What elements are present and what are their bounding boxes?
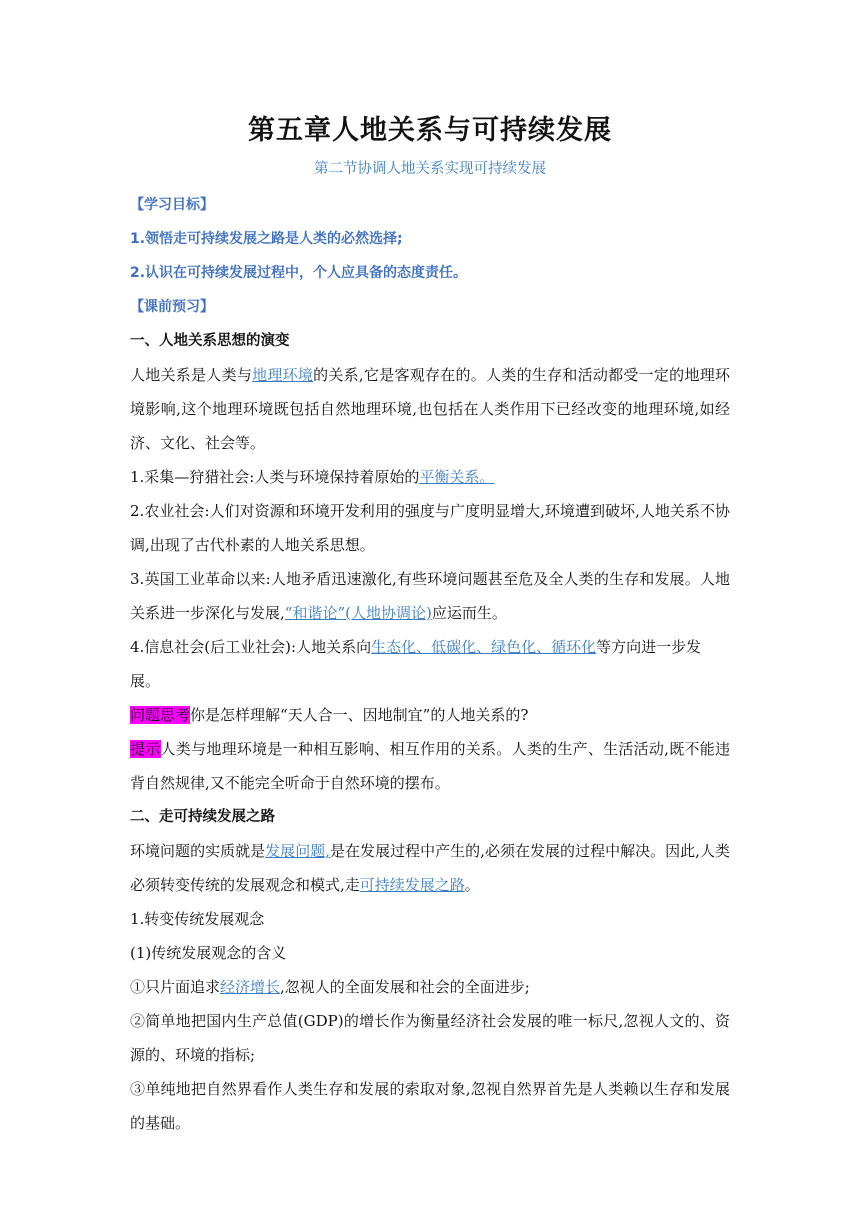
point-3 bbox=[130, 562, 730, 630]
s2-link-sustainable-path[interactable]: 可持续发展之路 bbox=[359, 876, 465, 894]
s2-intro-a: 环境问题的实质就是 bbox=[130, 842, 266, 860]
sub-heading-1: 1.转变传统发展观念 bbox=[130, 910, 265, 928]
section-subtitle: 第二节协调人地关系实现可持续发展 bbox=[314, 161, 546, 177]
point-3-text-a: 3.英国工业革命以来:人地矛盾迅速激化,有些环境问题甚至危及全人类的生存和发展。人地关系进一步深化与发展, bbox=[130, 570, 730, 622]
point-1-link[interactable]: 平衡关系。 bbox=[419, 468, 495, 486]
concept-item-1 bbox=[130, 970, 730, 1004]
point-4 bbox=[130, 630, 730, 698]
point-4-link[interactable]: 生态化、低碳化、绿色化、循环化 bbox=[371, 638, 597, 656]
intro-link-geo-env[interactable]: 地理环境 bbox=[252, 366, 314, 384]
s2-intro-b: 是在发展过程中产生的,必须在发展的过程中解决。因此,人类必须转变传统的发展观念和模式,走 bbox=[130, 842, 730, 894]
preview-heading: 【课前预习】 bbox=[130, 299, 214, 315]
s2-intro-c: 。 bbox=[464, 876, 480, 894]
point-1 bbox=[130, 460, 730, 494]
c1-link[interactable]: 经济增长 bbox=[220, 978, 281, 996]
concept-item-3: ③单纯地把自然界看作人类生存和发展的索取对象,忽视自然界首先是人类赖以生存和发展的基础。 bbox=[130, 1080, 730, 1132]
s2-link-dev-problem[interactable]: 发展问题, bbox=[265, 842, 330, 860]
goal-item-2: 2.认识在可持续发展过程中，个人应具备的态度责任。 bbox=[130, 265, 468, 281]
sub-heading-1-1: (1)传统发展观念的含义 bbox=[130, 944, 287, 962]
concept-item-2: ②简单地把国内生产总值(GDP)的增长作为衡量经济社会发展的唯一标尺,忽视人文的、资源的、环境的指标; bbox=[130, 1012, 730, 1064]
goals-heading: 【学习目标】 bbox=[130, 197, 214, 213]
section2-heading: 二、走可持续发展之路 bbox=[130, 809, 275, 825]
section2-intro bbox=[130, 834, 730, 902]
hint-text: 人类与地理环境是一种相互影响、相互作用的关系。人类的生产、生活活动,既不能违背自然规律,又不能完全听命于自然环境的摆布。 bbox=[130, 740, 730, 792]
point-4-text-a: 4.信息社会(后工业社会):人地关系向 bbox=[130, 638, 372, 656]
section1-intro bbox=[130, 358, 730, 460]
c1-text-a: ①只片面追求 bbox=[130, 978, 221, 996]
point-3-link[interactable]: “和谐论”(人地协调论) bbox=[284, 604, 432, 622]
c1-text-b: ,忽视人的全面发展和社会的全面进步; bbox=[280, 978, 530, 996]
hint bbox=[130, 732, 730, 800]
question-tag: 问题思考 bbox=[130, 706, 191, 724]
question bbox=[130, 698, 730, 732]
goal-item-1: 1.领悟走可持续发展之路是人类的必然选择; bbox=[130, 231, 403, 247]
section1-heading: 一、人地关系思想的演变 bbox=[130, 333, 290, 349]
intro-text-b: 的关系,它是客观存在的。人类的生存和活动都受一定的地理环境影响,这个地理环境既包括自然地理环境,也包括在人类作用下已经改变的地理环境,如经济、文化、社会等。 bbox=[130, 366, 730, 452]
point-2: 2.农业社会:人们对资源和环境开发利用的强度与广度明显增大,环境遭到破坏,人地关系不协调,出现了古代朴素的人地关系思想。 bbox=[130, 502, 730, 554]
point-3-text-b: 应运而生。 bbox=[431, 604, 507, 622]
point-4-text-b: 等方向进一步发展。 bbox=[130, 638, 702, 690]
hint-tag: 提示 bbox=[130, 740, 161, 758]
question-text: 你是怎样理解“天人合一、因地制宜”的人地关系的? bbox=[190, 706, 529, 724]
document-body bbox=[130, 188, 730, 1140]
chapter-title: 第五章人地关系与可持续发展 bbox=[248, 115, 612, 146]
point-1-text: 1.采集—狩猎社会:人类与环境保持着原始的 bbox=[130, 468, 420, 486]
intro-text-a: 人地关系是人类与 bbox=[130, 366, 253, 384]
